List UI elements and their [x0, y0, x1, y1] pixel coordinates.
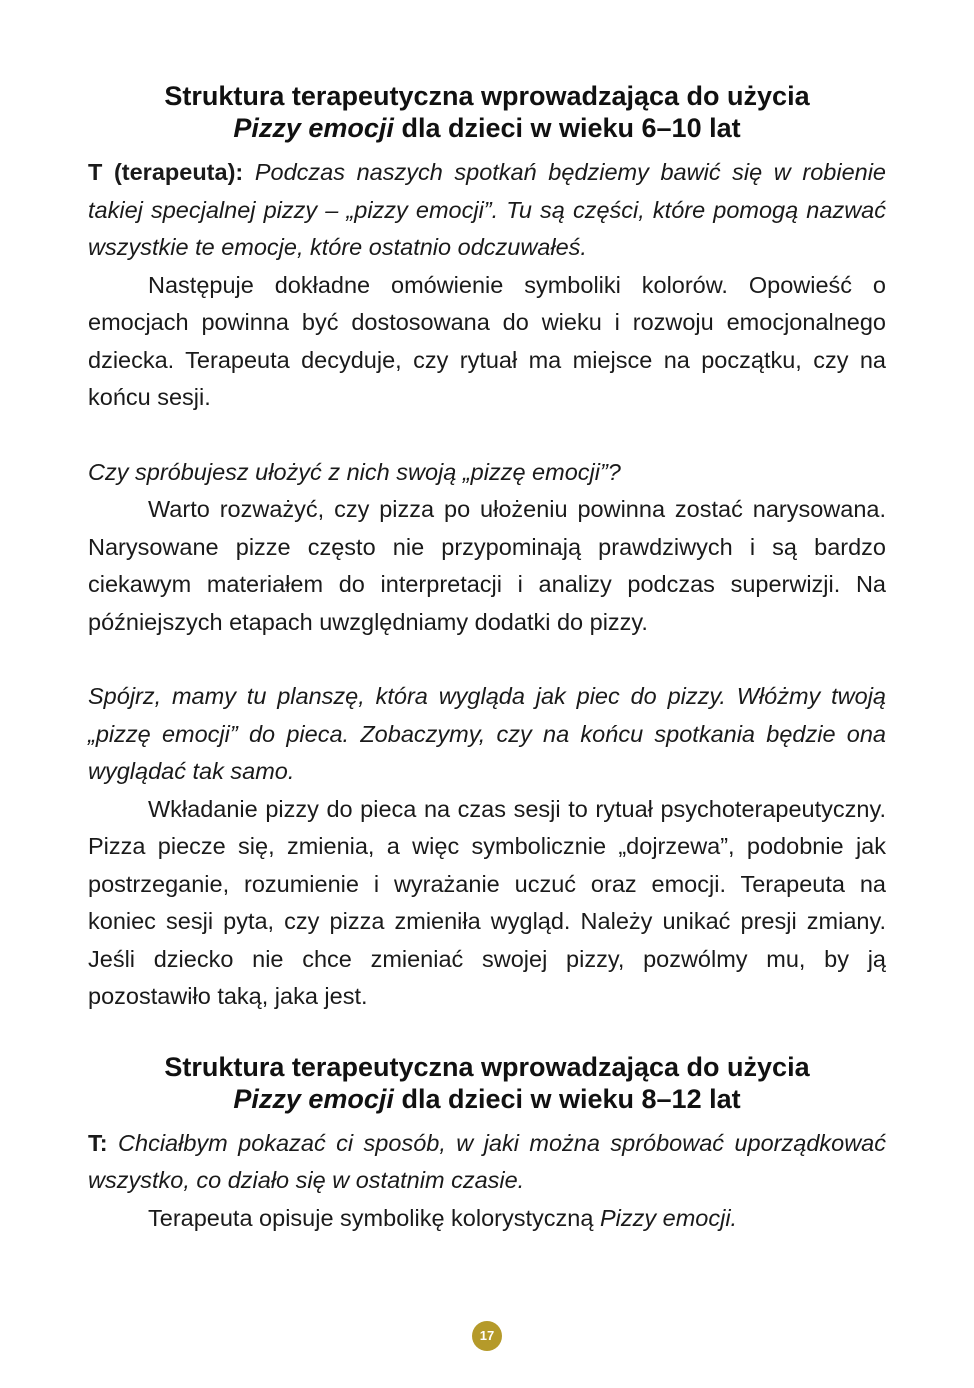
- body-paragraph: Wkładanie pizzy do pieca na czas sesji to rytuał psychoterapeutyczny. Pizza piecze się, zmienia, a więc symbolicznie „dojrzewa”, podobnie jak postrzeganie, rozumienie i wyrażanie uczuć oraz emocji. Terapeuta na koniec sesji pyta, czy pizza zmieniła wygląd. Należy unikać presji zmiany. Jeśli dziecko nie chce zmieniać swojej pizzy, pozwólmy mu, by ją pozostawiło taką, jaka jest.: [88, 795, 886, 1009]
- heading-line1: Struktura terapeutyczna wprowadzająca do użycia: [164, 1051, 810, 1082]
- therapist-quote: Spójrz, mamy tu planszę, która wygląda jak piec do pizzy. Włóżmy twoją „pizzę emocji” do pieca. Zobaczymy, czy na końcu spotkania będzie ona wyglądać tak samo.: [88, 683, 886, 784]
- speaker-label: T:: [88, 1129, 108, 1156]
- page-content: [88, 80, 886, 1237]
- section-heading-8-12: [88, 1051, 886, 1115]
- speaker-label: T (terapeuta):: [88, 159, 244, 185]
- therapist-quote: [88, 1125, 886, 1200]
- heading-italic-title: Pizzy emocji: [233, 113, 394, 143]
- therapist-quote: [88, 154, 886, 267]
- therapist-question: Czy spróbujesz ułożyć z nich swoją „pizzę emocji”?: [88, 458, 621, 485]
- heading-italic-title: Pizzy emocji: [233, 1083, 394, 1114]
- paragraph-italic-title: Pizzy emocji.: [599, 1204, 738, 1231]
- quote-text: Chciałbym pokazać ci sposób, w jaki można spróbować uporządkować wszystko, co działo się w ostatnim czasie.: [88, 1129, 887, 1193]
- body-paragraph: [88, 1200, 886, 1238]
- heading-age-range: dla dzieci w wieku 6–10 lat: [393, 113, 741, 143]
- paragraph-text: Terapeuta opisuje symbolikę kolorystyczną: [148, 1204, 600, 1231]
- page-number-badge: 17: [472, 1321, 502, 1351]
- section-heading-6-10: [88, 80, 886, 144]
- heading-age-range: dla dzieci w wieku 8–12 lat: [393, 1083, 741, 1114]
- heading-line1: Struktura terapeutyczna wprowadzająca do użycia: [164, 81, 810, 111]
- body-paragraph: Warto rozważyć, czy pizza po ułożeniu powinna zostać narysowana. Narysowane pizze często nie przypominają prawdziwych i są bardzo ciekawym materiałem do interpretacji i analizy podczas superwizji. Na późniejszych etapach uwzględniamy dodatki do pizzy.: [88, 496, 886, 635]
- quote-text: Podczas naszych spotkań będziemy bawić się w robienie takiej specjalnej pizzy – „pizzy emocji”. Tu są części, które pomogą nazwać wszystkie te emocje, które ostatnio odczuwałeś.: [88, 159, 887, 260]
- body-paragraph: Następuje dokładne omówienie symboliki kolorów. Opowieść o emocjach powinna być dostosowana do wieku i rozwoju emocjonalnego dziecka. Terapeuta decyduje, czy rytuał ma miejsce na początku, czy na końcu sesji.: [88, 271, 886, 410]
